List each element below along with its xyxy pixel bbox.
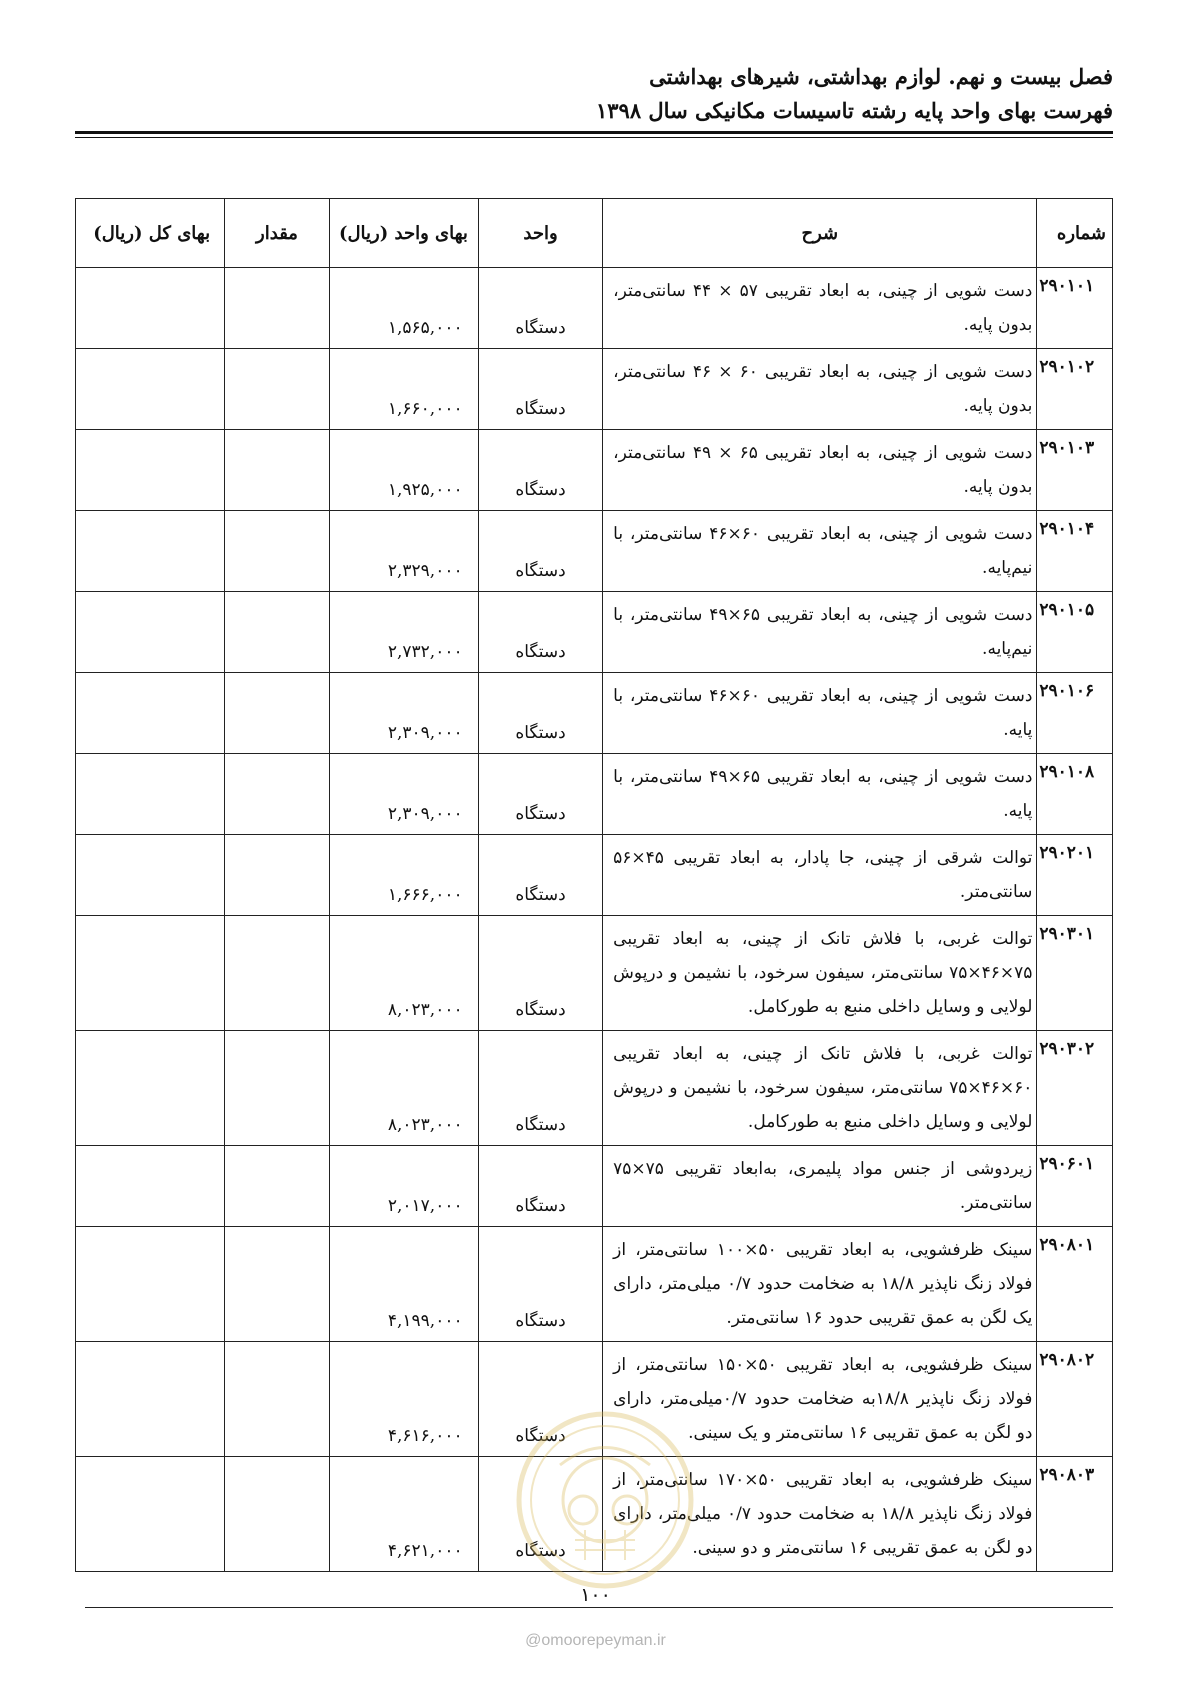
row-unit-price: ۸,۰۲۳,۰۰۰ — [329, 916, 478, 1031]
row-total — [76, 835, 225, 916]
row-unit: دستگاه — [478, 592, 602, 673]
row-unit-price: ۲,۳۲۹,۰۰۰ — [329, 511, 478, 592]
row-unit-price: ۴,۶۲۱,۰۰۰ — [329, 1457, 478, 1572]
page-header — [596, 60, 1113, 128]
header-total: بهای کل (ریال) — [76, 199, 225, 268]
row-code: ۲۹۰۱۰۶ — [1037, 673, 1113, 754]
row-total — [76, 592, 225, 673]
header-unit: واحد — [478, 199, 602, 268]
row-description: سینک ظرفشویی، به ابعاد تقریبی ۵۰×۱۰۰ سانتی‌متر، از فولاد زنگ ناپذیر ۱۸/۸ به ضخامت حدود ۰/۷ میلی‌متر، دارای یک لگن به عمق تقریبی حدود ۱۶ سانتی‌متر. — [603, 1227, 1037, 1342]
row-description: دست شویی از چینی، به ابعاد تقریبی ۶۵ × ۴۹ سانتی‌متر، بدون پایه. — [603, 430, 1037, 511]
row-description: توالت غربی، با فلاش تانک از چینی، به ابعاد تقریبی ۷۵×۴۶×۷۵ سانتی‌متر، سیفون سرخود، با نشیمن و درپوش لولایی و وسایل داخلی منبع به طورکامل. — [603, 916, 1037, 1031]
row-description: دست شویی از چینی، به ابعاد تقریبی ۶۵×۴۹ سانتی‌متر، با نیم‌پایه. — [603, 592, 1037, 673]
row-description: دست شویی از چینی، به ابعاد تقریبی ۵۷ × ۴۴ سانتی‌متر، بدون پایه. — [603, 268, 1037, 349]
row-description: دست شویی از چینی، به ابعاد تقریبی ۶۵×۴۹ سانتی‌متر، با پایه. — [603, 754, 1037, 835]
row-total — [76, 1031, 225, 1146]
row-quantity — [225, 1342, 330, 1457]
header-code: شماره — [1037, 199, 1113, 268]
row-unit-price: ۱,۵۶۵,۰۰۰ — [329, 268, 478, 349]
table-row — [76, 349, 1113, 430]
table-row — [76, 1227, 1113, 1342]
row-total — [76, 1146, 225, 1227]
header-divider-thin — [75, 137, 1113, 138]
row-total — [76, 673, 225, 754]
row-quantity — [225, 1227, 330, 1342]
row-unit-price: ۲,۳۰۹,۰۰۰ — [329, 673, 478, 754]
row-code: ۲۹۰۳۰۱ — [1037, 916, 1113, 1031]
watermark-text: @omoorepeyman.ir — [525, 1632, 666, 1649]
row-unit-price: ۱,۹۲۵,۰۰۰ — [329, 430, 478, 511]
row-code: ۲۹۰۸۰۳ — [1037, 1457, 1113, 1572]
row-unit: دستگاه — [478, 835, 602, 916]
row-total — [76, 916, 225, 1031]
row-quantity — [225, 592, 330, 673]
row-quantity — [225, 1457, 330, 1572]
row-unit-price: ۲,۳۰۹,۰۰۰ — [329, 754, 478, 835]
row-unit: دستگاه — [478, 1031, 602, 1146]
header-description: شرح — [603, 199, 1037, 268]
table-row — [76, 916, 1113, 1031]
row-code: ۲۹۰۸۰۲ — [1037, 1342, 1113, 1457]
row-unit: دستگاه — [478, 754, 602, 835]
row-description: سینک ظرفشویی، به ابعاد تقریبی ۵۰×۱۵۰ سانتی‌متر، از فولاد زنگ ناپذیر ۱۸/۸به ضخامت حدود ۰/۷میلی‌متر، دارای دو لگن به عمق تقریبی ۱۶ سانتی‌متر و یک سینی. — [603, 1342, 1037, 1457]
table-row — [76, 268, 1113, 349]
footer-divider — [85, 1607, 1113, 1608]
table-row — [76, 1146, 1113, 1227]
row-unit-price: ۱,۶۶۰,۰۰۰ — [329, 349, 478, 430]
row-code: ۲۹۰۱۰۱ — [1037, 268, 1113, 349]
row-unit-price: ۱,۶۶۶,۰۰۰ — [329, 835, 478, 916]
row-unit: دستگاه — [478, 349, 602, 430]
table-row — [76, 1342, 1113, 1457]
table-row — [76, 1031, 1113, 1146]
table-row — [76, 673, 1113, 754]
row-code: ۲۹۰۳۰۲ — [1037, 1031, 1113, 1146]
row-description: دست شویی از چینی، به ابعاد تقریبی ۶۰×۴۶ سانتی‌متر، با پایه. — [603, 673, 1037, 754]
row-unit-price: ۲,۷۳۲,۰۰۰ — [329, 592, 478, 673]
row-total — [76, 430, 225, 511]
row-quantity — [225, 430, 330, 511]
chapter-title: فصل بیست و نهم. لوازم بهداشتی، شیرهای بهداشتی — [649, 64, 1113, 89]
row-code: ۲۹۰۱۰۳ — [1037, 430, 1113, 511]
row-quantity — [225, 511, 330, 592]
row-total — [76, 1457, 225, 1572]
table-body — [76, 268, 1113, 1572]
row-unit-price: ۴,۶۱۶,۰۰۰ — [329, 1342, 478, 1457]
row-quantity — [225, 754, 330, 835]
table-row — [76, 835, 1113, 916]
row-unit-price: ۴,۱۹۹,۰۰۰ — [329, 1227, 478, 1342]
header-divider-thick — [75, 131, 1113, 134]
row-quantity — [225, 268, 330, 349]
row-total — [76, 349, 225, 430]
row-code: ۲۹۰۲۰۱ — [1037, 835, 1113, 916]
table-row — [76, 592, 1113, 673]
row-unit: دستگاه — [478, 268, 602, 349]
row-unit-price: ۲,۰۱۷,۰۰۰ — [329, 1146, 478, 1227]
row-unit: دستگاه — [478, 511, 602, 592]
row-unit: دستگاه — [478, 1146, 602, 1227]
row-total — [76, 754, 225, 835]
row-unit-price: ۸,۰۲۳,۰۰۰ — [329, 1031, 478, 1146]
page-number: ۱۰۰ — [580, 1584, 611, 1606]
row-description: سینک ظرفشویی، به ابعاد تقریبی ۵۰×۱۷۰ سانتی‌متر، از فولاد زنگ ناپذیر ۱۸/۸ به ضخامت حدود ۰/۷ میلی‌متر، دارای دو لگن به عمق تقریبی ۱۶ سانتی‌متر و دو سینی. — [603, 1457, 1037, 1572]
header-unit-price: بهای واحد (ریال) — [329, 199, 478, 268]
table-row — [76, 1457, 1113, 1572]
row-total — [76, 1342, 225, 1457]
price-list-table — [75, 198, 1113, 1572]
table-row — [76, 430, 1113, 511]
row-unit: دستگاه — [478, 1227, 602, 1342]
row-total — [76, 268, 225, 349]
row-description: دست شویی از چینی، به ابعاد تقریبی ۶۰ × ۴۶ سانتی‌متر، بدون پایه. — [603, 349, 1037, 430]
row-description: دست شویی از چینی، به ابعاد تقریبی ۶۰×۴۶ سانتی‌متر، با نیم‌پایه. — [603, 511, 1037, 592]
row-quantity — [225, 1146, 330, 1227]
row-description: توالت غربی، با فلاش تانک از چینی، به ابعاد تقریبی ۶۰×۴۶×۷۵ سانتی‌متر، سیفون سرخود، با نشیمن و درپوش لولایی و وسایل داخلی منبع به طورکامل. — [603, 1031, 1037, 1146]
row-quantity — [225, 673, 330, 754]
row-total — [76, 1227, 225, 1342]
row-unit: دستگاه — [478, 1457, 602, 1572]
row-description: توالت شرقی از چینی، جا پادار، به ابعاد تقریبی ۴۵×۵۶ سانتی‌متر. — [603, 835, 1037, 916]
table-row — [76, 754, 1113, 835]
document-subtitle: فهرست بهای واحد پایه رشته تاسیسات مکانیکی سال ۱۳۹۸ — [595, 98, 1113, 123]
row-code: ۲۹۰۱۰۴ — [1037, 511, 1113, 592]
row-unit: دستگاه — [478, 916, 602, 1031]
row-quantity — [225, 916, 330, 1031]
row-code: ۲۹۰۶۰۱ — [1037, 1146, 1113, 1227]
row-quantity — [225, 1031, 330, 1146]
table-row — [76, 511, 1113, 592]
row-code: ۲۹۰۱۰۲ — [1037, 349, 1113, 430]
row-unit: دستگاه — [478, 673, 602, 754]
table-header-row — [76, 199, 1113, 268]
row-quantity — [225, 349, 330, 430]
header-quantity: مقدار — [225, 199, 330, 268]
row-code: ۲۹۰۱۰۸ — [1037, 754, 1113, 835]
row-unit: دستگاه — [478, 1342, 602, 1457]
row-description: زیردوشی از جنس مواد پلیمری، به‌ابعاد تقریبی ۷۵×۷۵ سانتی‌متر. — [603, 1146, 1037, 1227]
row-quantity — [225, 835, 330, 916]
row-unit: دستگاه — [478, 430, 602, 511]
row-total — [76, 511, 225, 592]
row-code: ۲۹۰۸۰۱ — [1037, 1227, 1113, 1342]
row-code: ۲۹۰۱۰۵ — [1037, 592, 1113, 673]
